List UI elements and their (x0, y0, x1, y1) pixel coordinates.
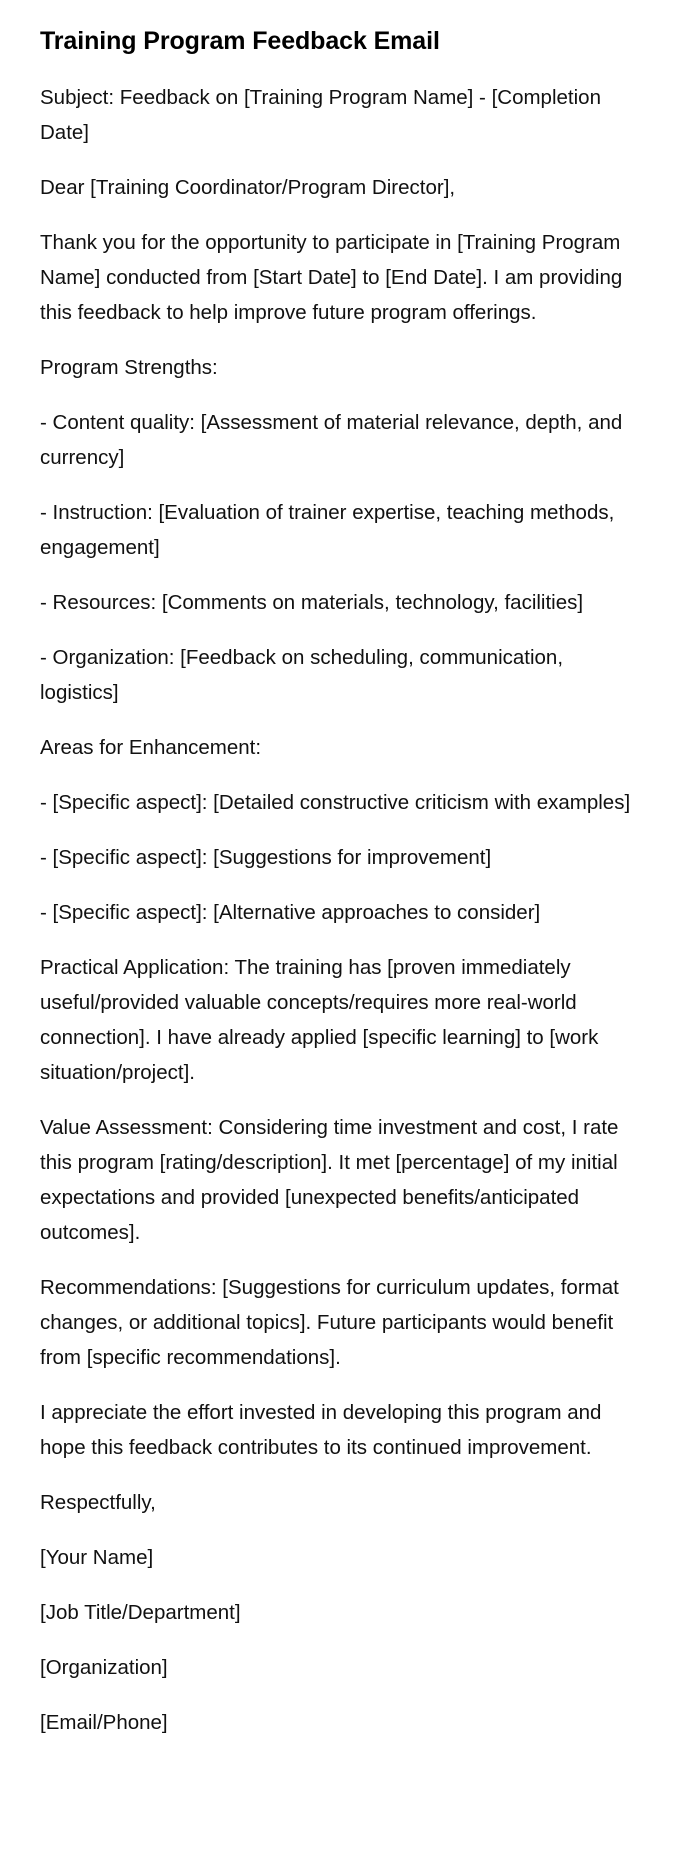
enhancement-item: - [Specific aspect]: [Alternative approaches to consider] (40, 901, 541, 924)
sign-off: Respectfully, (40, 1491, 156, 1514)
section-heading-enhancement: Areas for Enhancement: (40, 736, 262, 759)
signature-name: [Your Name] (40, 1546, 154, 1569)
closing-paragraph: I appreciate the effort invested in developing this program and hope this feedback contributes to its continued improvement. (40, 1401, 602, 1459)
section-heading-strengths: Program Strengths: (40, 356, 218, 379)
signature-organization: [Organization] (40, 1656, 168, 1679)
signature-contact: [Email/Phone] (40, 1711, 168, 1734)
strength-item: - Content quality: [Assessment of material relevance, depth, and currency] (40, 411, 623, 469)
document-title: Training Program Feedback Email (40, 27, 440, 55)
value-assessment-paragraph: Value Assessment: Considering time investment and cost, I rate this program [rating/description]. It met [percentage] of my initial expectations and provided [unexpected benefits/anticipated outcomes]. (40, 1116, 619, 1244)
enhancement-item: - [Specific aspect]: [Suggestions for improvement] (40, 846, 492, 869)
salutation: Dear [Training Coordinator/Program Director], (40, 176, 456, 199)
enhancement-item: - [Specific aspect]: [Detailed constructive criticism with examples] (40, 791, 631, 814)
practical-application-paragraph: Practical Application: The training has [proven immediately useful/provided valuable concepts/requires more real-world connection]. I have already applied [specific learning] to [work situation/project]. (40, 956, 599, 1084)
strength-item: - Resources: [Comments on materials, technology, facilities] (40, 591, 584, 614)
recommendations-paragraph: Recommendations: [Suggestions for curriculum updates, format changes, or additional topics]. Future participants would benefit from [specific recommendations]. (40, 1276, 619, 1369)
subject-line: Subject: Feedback on [Training Program Name] - [Completion Date] (40, 86, 601, 144)
strength-item: - Instruction: [Evaluation of trainer expertise, teaching methods, engagement] (40, 501, 615, 559)
strength-item: - Organization: [Feedback on scheduling, communication, logistics] (40, 646, 564, 704)
intro-paragraph: Thank you for the opportunity to participate in [Training Program Name] conducted from [Start Date] to [End Date]. I am providing this feedback to help improve future program offerings. (40, 231, 623, 324)
signature-job-title: [Job Title/Department] (40, 1601, 241, 1624)
